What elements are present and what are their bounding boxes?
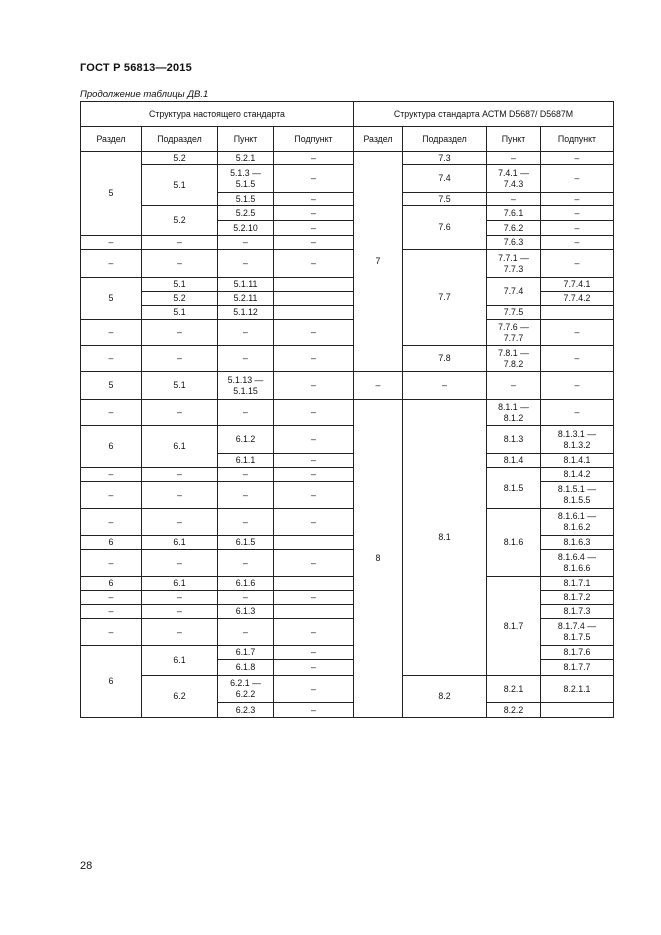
col-header-clause: Пункт [218, 127, 274, 152]
table-cell: – [274, 426, 354, 454]
table-cell: 5 [81, 152, 142, 236]
col-header-astm-section: Раздел [354, 127, 403, 152]
table-cell: – [541, 236, 614, 250]
table-cell: – [274, 482, 354, 509]
table-cell: 6 [81, 577, 142, 591]
table-cell: 6.2 [142, 676, 218, 718]
col-header-astm-subsection: Подраздел [403, 127, 487, 152]
table-cell: 8.1.4 [487, 454, 541, 468]
table-cell: 6 [81, 426, 142, 468]
table-cell: 7.6.2 [487, 221, 541, 236]
table-cell: – [541, 372, 614, 400]
table-cell: 7.7.5 [487, 306, 541, 320]
table-cell: 8.1.6.1 — 8.1.6.2 [541, 509, 614, 536]
table-cell: – [81, 591, 142, 605]
table-cell: 5.1 [142, 372, 218, 400]
table-cell: – [142, 605, 218, 619]
table-cell: 8.2.1 [487, 676, 541, 703]
table-cell: – [354, 372, 403, 400]
table-cell: – [218, 320, 274, 346]
table-cell: – [142, 619, 218, 646]
table-cell: 5.2.10 [218, 221, 274, 236]
group-header-right: Структура стандарта АСТМ D5687/ D5687M [354, 102, 614, 127]
table-cell: 6 [81, 536, 142, 550]
table-cell: 8.1 [403, 400, 487, 676]
table-cell: 6.1 [142, 536, 218, 550]
table-cell: – [142, 591, 218, 605]
table-cell: 7.7.4.1 [541, 278, 614, 292]
table-cell [274, 292, 354, 306]
table-cell: 7.7.4.2 [541, 292, 614, 306]
table-cell: – [274, 660, 354, 676]
table-cell: 5 [81, 278, 142, 320]
table-cell: – [274, 221, 354, 236]
table-cell: – [218, 619, 274, 646]
table-cell: 7.7.4 [487, 278, 541, 306]
table-cell: – [81, 250, 142, 278]
table-cell: – [142, 509, 218, 536]
table-cell: 7.6.1 [487, 206, 541, 221]
table-cell: 6.2.3 [218, 703, 274, 718]
table-cell: 6.1.1 [218, 454, 274, 468]
table-cell: – [274, 250, 354, 278]
table-cell: – [274, 346, 354, 372]
table-cell: – [218, 591, 274, 605]
table-cell: – [142, 468, 218, 482]
table-cell: 8.2.1.1 [541, 676, 614, 703]
table-cell: – [541, 193, 614, 206]
table-cell: 8.1.7.1 [541, 577, 614, 591]
document-code: ГОСТ Р 56813—2015 [80, 62, 192, 74]
table-cell: – [274, 468, 354, 482]
table-cell: 5.1 [142, 306, 218, 320]
table-cell: 8.1.6.3 [541, 536, 614, 550]
table-cell: 7.4 [403, 165, 487, 193]
table-cell: 7.7.6 — 7.7.7 [487, 320, 541, 346]
table-cell: – [274, 676, 354, 703]
table-cell: – [81, 468, 142, 482]
table-cell: 7 [354, 152, 403, 372]
correspondence-table [80, 101, 614, 718]
table-cell: 5.1.5 [218, 193, 274, 206]
table-cell: – [142, 250, 218, 278]
table-cell: 5.1.13 — 5.1.15 [218, 372, 274, 400]
table-cell: – [274, 320, 354, 346]
table-cell: – [487, 152, 541, 165]
table-cell [274, 605, 354, 619]
table-cell: 6.1.3 [218, 605, 274, 619]
table-cell [274, 577, 354, 591]
table-cell: – [81, 605, 142, 619]
table-cell: – [274, 509, 354, 536]
table-cell: 7.7 [403, 250, 487, 346]
table-cell: – [274, 152, 354, 165]
table-cell: – [218, 550, 274, 577]
table-cell: 5.2 [142, 206, 218, 236]
table-cell: – [142, 550, 218, 577]
table-cell: 5.2.5 [218, 206, 274, 221]
table-cell: 5.1.3 — 5.1.5 [218, 165, 274, 193]
table-cell: 5.1 [142, 165, 218, 206]
table-cell: 5.2.11 [218, 292, 274, 306]
table-cell: – [218, 468, 274, 482]
table-cell: 8.2 [403, 676, 487, 718]
table-cell: 5.2 [142, 152, 218, 165]
table-cell: – [81, 346, 142, 372]
table-cell: 8.1.1 — 8.1.2 [487, 400, 541, 426]
table-cell: 5.2 [142, 292, 218, 306]
table-cell: – [218, 236, 274, 250]
table-cell: 6.1.8 [218, 660, 274, 676]
table-cell: 6.1.2 [218, 426, 274, 454]
table-cell: 8.1.4.2 [541, 468, 614, 482]
table-cell: – [274, 400, 354, 426]
table-cell [541, 703, 614, 718]
table-cell: 7.8.1 — 7.8.2 [487, 346, 541, 372]
col-header-astm-clause: Пункт [487, 127, 541, 152]
table-cell: 8.1.3 [487, 426, 541, 454]
table-cell: – [81, 509, 142, 536]
table-cell: – [541, 206, 614, 221]
table-cell: – [274, 550, 354, 577]
table-cell: – [81, 236, 142, 250]
table-cell: – [274, 646, 354, 660]
table-cell: 7.5 [403, 193, 487, 206]
page-number: 28 [80, 860, 93, 872]
table-cell: 8 [354, 400, 403, 718]
table-cell: – [541, 165, 614, 193]
table-cell: – [541, 152, 614, 165]
table-cell: – [487, 193, 541, 206]
table-cell [541, 306, 614, 320]
table-cell: – [81, 550, 142, 577]
table-cell [274, 536, 354, 550]
table-cell: 5 [81, 372, 142, 400]
table-cell: 8.1.5 [487, 468, 541, 509]
table-cell: – [274, 236, 354, 250]
table-cell: 8.1.6 [487, 509, 541, 577]
table-cell: – [81, 400, 142, 426]
table-cell: 8.1.3.1 — 8.1.3.2 [541, 426, 614, 454]
table-cell: – [487, 372, 541, 400]
col-header-subclause: Подпункт [274, 127, 354, 152]
table-cell: – [274, 372, 354, 400]
table-cell: – [142, 320, 218, 346]
table-cell: 8.1.7.7 [541, 660, 614, 676]
table-cell: 5.2.1 [218, 152, 274, 165]
table-cell: 6.1.5 [218, 536, 274, 550]
table-cell: – [541, 346, 614, 372]
table-cell: 6.1 [142, 646, 218, 676]
table-cell: – [218, 400, 274, 426]
table-cell: 5.1 [142, 278, 218, 292]
table-cell: – [541, 250, 614, 278]
table-cell: – [218, 482, 274, 509]
table-cell: – [81, 320, 142, 346]
table-cell: – [142, 400, 218, 426]
table-cell: 8.2.2 [487, 703, 541, 718]
table-cell: 6.1.6 [218, 577, 274, 591]
table-cell: 6.1.7 [218, 646, 274, 660]
table-cell: – [541, 400, 614, 426]
table-cell: – [541, 320, 614, 346]
col-header-subsection: Подраздел [142, 127, 218, 152]
table-cell: – [274, 703, 354, 718]
table-cell: – [274, 454, 354, 468]
table-cell: – [81, 619, 142, 646]
table-cell: – [81, 482, 142, 509]
table-cell: – [274, 591, 354, 605]
table-cell [274, 278, 354, 292]
table-cell: – [403, 372, 487, 400]
table-cell: 8.1.7 [487, 577, 541, 676]
table-cell: – [274, 165, 354, 193]
table-cell: 8.1.4.1 [541, 454, 614, 468]
table-cell: 8.1.6.4 — 8.1.6.6 [541, 550, 614, 577]
table-cell: – [218, 346, 274, 372]
table-cell: 6 [81, 646, 142, 718]
table-cell: 7.8 [403, 346, 487, 372]
table-caption: Продолжение таблицы ДВ.1 [80, 89, 209, 100]
table-cell: 8.1.7.4 — 8.1.7.5 [541, 619, 614, 646]
table-cell: – [142, 236, 218, 250]
col-header-astm-subclause: Подпункт [541, 127, 614, 152]
table-cell: 6.1 [142, 577, 218, 591]
table-cell: – [218, 250, 274, 278]
table-cell: 7.7.1 — 7.7.3 [487, 250, 541, 278]
table-cell: 6.1 [142, 426, 218, 468]
table-cell: 5.1.11 [218, 278, 274, 292]
table-cell: 7.3 [403, 152, 487, 165]
table-cell: 7.6.3 [487, 236, 541, 250]
table-cell [274, 306, 354, 320]
table-cell: 6.2.1 — 6.2.2 [218, 676, 274, 703]
table-cell: – [274, 193, 354, 206]
table-cell: – [142, 346, 218, 372]
table-cell: 8.1.7.2 [541, 591, 614, 605]
table-cell: 8.1.7.6 [541, 646, 614, 660]
table-cell: 7.4.1 — 7.4.3 [487, 165, 541, 193]
table-cell: – [274, 619, 354, 646]
table-cell: 8.1.5.1 — 8.1.5.5 [541, 482, 614, 509]
table-cell: 8.1.7.3 [541, 605, 614, 619]
table-cell: 5.1.12 [218, 306, 274, 320]
table-cell: – [142, 482, 218, 509]
table-cell: 7.6 [403, 206, 487, 250]
table-cell: – [541, 221, 614, 236]
group-header-left: Структура настоящего стандарта [81, 102, 354, 127]
table-cell: – [218, 509, 274, 536]
table-cell: – [274, 206, 354, 221]
col-header-section: Раздел [81, 127, 142, 152]
